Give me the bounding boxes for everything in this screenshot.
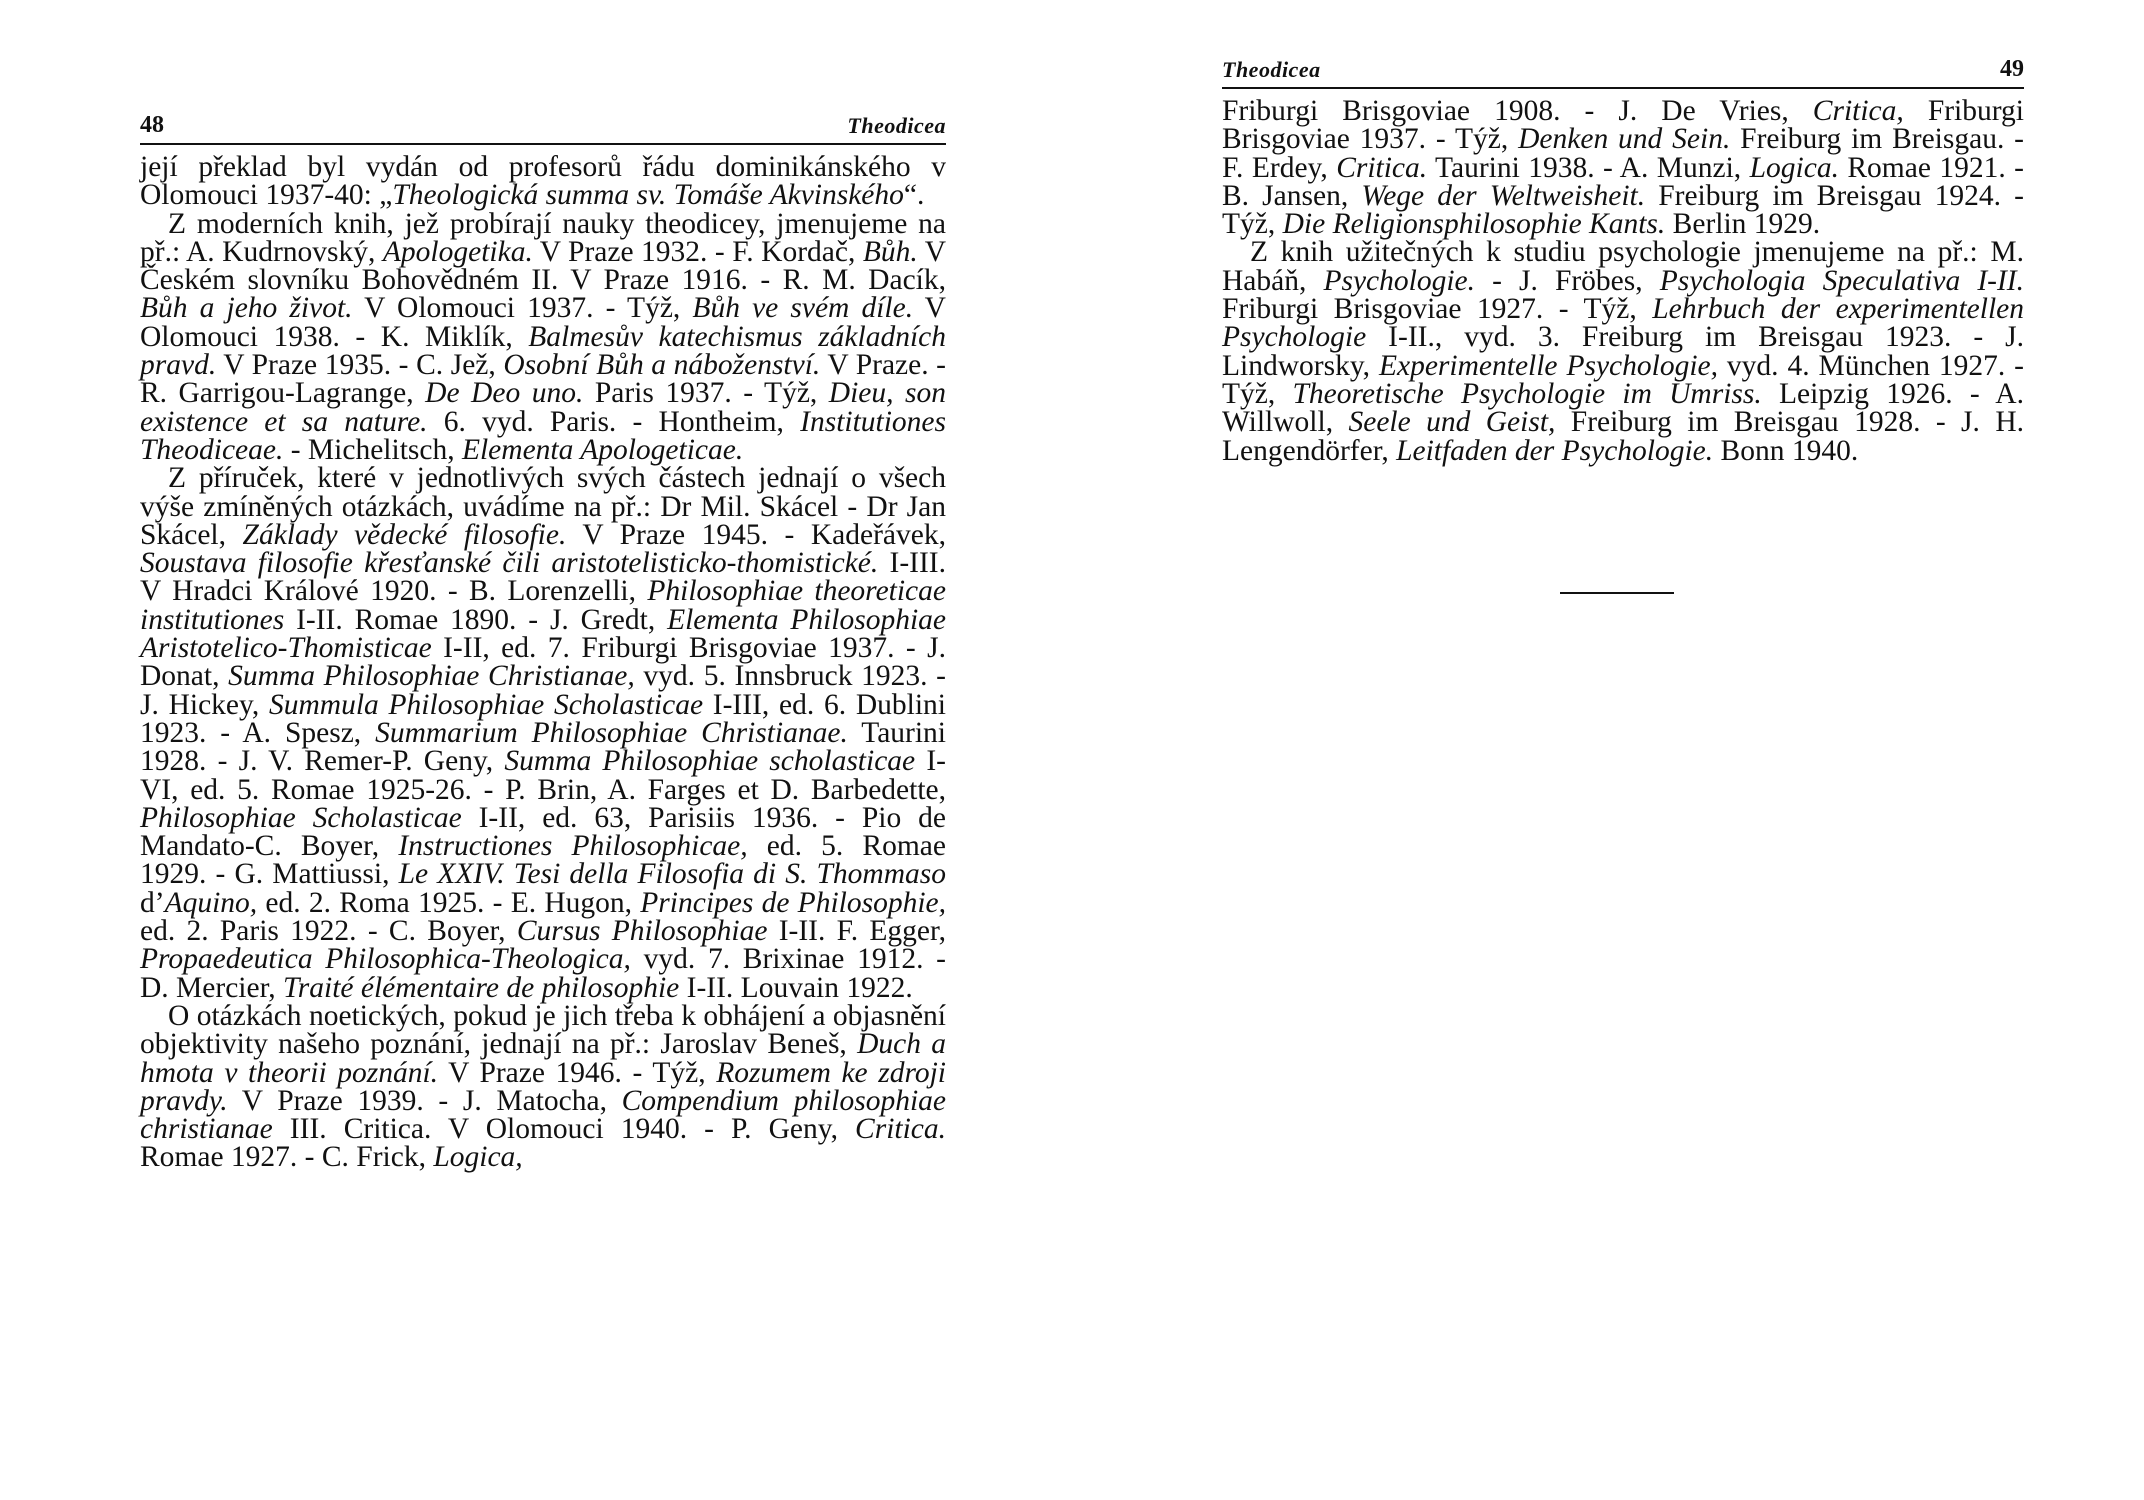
text-run: Friburgi Brisgoviae 1927. - Týž, (1222, 293, 1653, 326)
text-run: Friburgi Brisgoviae 1908. - J. De Vries, (1222, 95, 1813, 127)
italic-title: Soustava filosofie křesťanské čili aristotelisticko-thomistické. (140, 547, 879, 580)
text-run: V Praze 1939. - J. Matocha, (227, 1084, 622, 1117)
italic-title: Cursus Philosophiae (516, 915, 768, 948)
italic-title: Elementa Apologeticae. (461, 433, 744, 466)
italic-title: Logica. (1749, 151, 1839, 184)
text-run: Bonn 1940. (1713, 434, 1859, 467)
text-run: V Praze 1945. - Kadeřávek, (566, 518, 946, 551)
section-end-rule (1560, 592, 1674, 594)
text-run: V Olomouci 1937. - Týž, (352, 292, 693, 325)
running-head-right (1222, 56, 2024, 89)
page-number: 48 (140, 112, 164, 138)
italic-title: Philosophiae Scholasticae (140, 801, 462, 834)
text-run: I-III. V Hradci Králové 1920. - B. Lorenzelli, (140, 547, 946, 608)
text-run: V Praze. - R. Garrigou-Lagrange, (140, 349, 947, 410)
italic-title: Bůh a jeho život. (140, 292, 353, 325)
text-run: I-II, ed. 7. Friburgi Brisgoviae 1937. - J. Donat, (140, 632, 946, 693)
text-run: Z knih užitečných k studiu psychologie jmenujeme na př.: M. Habáň, (1222, 236, 2024, 297)
text-run: I-III, ed. 6. Dublini 1923. - A. Spesz, (140, 688, 946, 749)
text-run: ed. 2. Roma 1925. - E. Hugon, (257, 886, 641, 919)
italic-title: Theologická summa sv. Tomáše Akvinského (392, 179, 904, 212)
text-run: - J. Fröbes, (1475, 264, 1660, 297)
text-run: Friburgi Brisgoviae 1937. - Týž, (1222, 95, 2024, 156)
running-head-left (140, 112, 946, 145)
text-run: Leipzig 1926. - A. Willwoll, (1222, 377, 2024, 439)
text-run: Berlin 1929. (1665, 208, 1821, 241)
text-run: I-II. Romae 1890. - J. Gredt, (284, 603, 668, 636)
italic-title: Rozumem ke zdroji pravdy. (140, 1056, 946, 1117)
running-title: Theodicea (1222, 57, 1321, 82)
text-run: Paris 1937. - Týž, (583, 377, 829, 410)
italic-title: Propaedeutica Philosophica-Theologica, (140, 943, 631, 976)
right-page (1222, 56, 2024, 465)
right-page-body (1222, 97, 2024, 465)
italic-title: Apologetika. (382, 235, 533, 268)
italic-title: Lehrbuch der experimentellen Psychologie (1222, 293, 2024, 354)
italic-title: Psychologie. (1323, 264, 1476, 297)
italic-title: Traité élémentaire de philosophie (282, 971, 680, 1004)
text-run: 6. vyd. Paris. - Hontheim, (427, 405, 801, 438)
text-run: I-II. F. Egger, (767, 915, 946, 948)
italic-title: Philosophiae theoreticae institutiones (140, 575, 946, 636)
text-run: Z moderních knih, jež probírají nauky theodicey, jmenujeme na př.: A. Kudrnovský, (140, 207, 946, 268)
italic-title: Bůh. (862, 235, 918, 268)
left-page (140, 112, 946, 1172)
text-run: V Praze 1935. - C. Jež, (216, 349, 504, 382)
paragraph (1222, 95, 2024, 241)
italic-title: Critica. (1336, 151, 1428, 184)
text-run: V Olomouci 1938. - K. Miklík, (140, 292, 946, 353)
italic-title: Psychologia Speculativa I-II. (1659, 264, 2025, 297)
italic-title: Theoretische Psychologie im Umriss. (1292, 377, 1762, 410)
text-run: Freiburg im Breisgau. - F. Erdey, (1222, 123, 2024, 184)
italic-title: Balmesův katechismus základních pravd. (140, 320, 947, 382)
italic-title: Compendium philosophiae christianae (140, 1084, 946, 1146)
paragraph (140, 207, 947, 466)
italic-title: Seele und Geist, (1348, 406, 1556, 439)
italic-title: Logica, (433, 1141, 523, 1174)
text-run: V Praze 1946. - Týž, (438, 1056, 717, 1089)
text-run: Romae 1927. - C. Frick, (140, 1141, 434, 1174)
text-run: vyd. 7. Brixinae 1912. - D. Mercier, (140, 943, 946, 1004)
text-run: Freiburg im Breisgau 1928. - J. H. Lengendörfer, (1222, 406, 2024, 467)
text-run: Freiburg im Breisgau 1924. - Týž, (1222, 179, 2024, 241)
italic-title: Summa Philosophiae Christianae, (228, 660, 635, 693)
italic-title: Leitfaden der Psychologie. (1396, 434, 1714, 467)
text-run: - Michelitsch, (283, 433, 462, 466)
text-run: V Českém slovníku Bohovědném II. V Praze 1916. - R. M. Dacík, (140, 235, 946, 297)
paragraph (140, 464, 946, 1002)
italic-title: Le XXIV. Tesi della Filosofia di S. Thommaso (398, 858, 946, 891)
italic-title: Instructiones Philosophicae, (398, 830, 748, 863)
text-run: I-II. Louvain 1922. (679, 971, 913, 1004)
text-run: O otázkách noetických, pokud je jich třeba k obhájení a objasnění objektivity našeho poznání, jednají na př.: Jaroslav Beneš, (140, 999, 946, 1061)
page-number: 49 (2000, 56, 2024, 82)
italic-title: Summa Philosophiae scholasticae (504, 745, 916, 778)
text-run: její překlad byl vydán od profesorů řádu dominikánského v Olomouci 1937-40: „ (140, 151, 946, 212)
text-run: d’ (140, 886, 165, 919)
text-run: Taurini 1938. - A. Munzi, (1427, 151, 1750, 184)
italic-title: Experimentelle Psychologie, (1378, 349, 1718, 382)
paragraph (140, 153, 946, 210)
text-run: Taurini 1928. - J. V. Remer-P. Geny, (140, 716, 946, 778)
italic-title: Institutiones Theodiceae. (140, 405, 946, 466)
italic-title: Osobní Bůh a náboženství. (503, 349, 821, 382)
text-run: Z příruček, které v jednotlivých svých částech jednají o všech výše zmíněných otázkách, uvádíme na př.: Dr Mil. Skácel - Dr Jan Skácel, (140, 462, 946, 551)
italic-title: Aquino, (164, 886, 258, 919)
italic-title: Základy vědecké filosofie. (242, 518, 567, 551)
text-run: ed. 2. Paris 1922. - C. Boyer, (140, 915, 517, 948)
text-run: I-II., vyd. 3. Freiburg im Breisgau 1923. - J. Lindworsky, (1222, 321, 2024, 382)
italic-title: Bůh ve svém díle. (692, 292, 914, 325)
text-run: “. (903, 179, 925, 212)
text-run: V Praze 1932. - F. Kordač, (532, 235, 863, 268)
paragraph (140, 999, 946, 1174)
italic-title: Summarium Philosophiae Christianae. (375, 716, 848, 749)
running-title: Theodicea (847, 113, 946, 138)
text-run: I-VI, ed. 5. Romae 1925-26. - P. Brin, A. Farges et D. Barbedette, (140, 745, 946, 806)
italic-title: Principes de Philosophie, (640, 886, 946, 919)
italic-title: Dieu, son existence et sa nature. (140, 377, 947, 438)
italic-title: Critica, (1812, 95, 1904, 127)
italic-title: Wege der Weltweisheit. (1361, 179, 1646, 212)
italic-title: Elementa Philosophiae Aristotelico-Thomisticae (140, 603, 947, 665)
italic-title: Critica. (855, 1113, 946, 1146)
text-run: I-II, ed. 63, Parisiis 1936. - Pio de Mandato-C. Boyer, (140, 801, 947, 863)
italic-title: De Deo uno. (425, 377, 584, 410)
left-page-body (140, 153, 946, 1172)
paragraph (1222, 236, 2025, 467)
text-run: Romae 1921. - B. Jansen, (1222, 151, 2024, 212)
italic-title: Duch a hmota v theorii poznání. (140, 1028, 946, 1089)
text-run: vyd. 5. Innsbruck 1923. - J. Hickey, (140, 660, 946, 721)
text-run: vyd. 4. München 1927. - Týž, (1222, 349, 2024, 410)
text-run: III. Critica. V Olomouci 1940. - P. Geny, (272, 1113, 856, 1146)
text-run: ed. 5. Romae 1929. - G. Mattiussi, (140, 830, 946, 891)
italic-title: Die Religionsphilosophie Kants. (1282, 208, 1666, 241)
italic-title: Summula Philosophiae Scholasticae (268, 688, 704, 721)
italic-title: Denken und Sein. (1518, 123, 1731, 156)
